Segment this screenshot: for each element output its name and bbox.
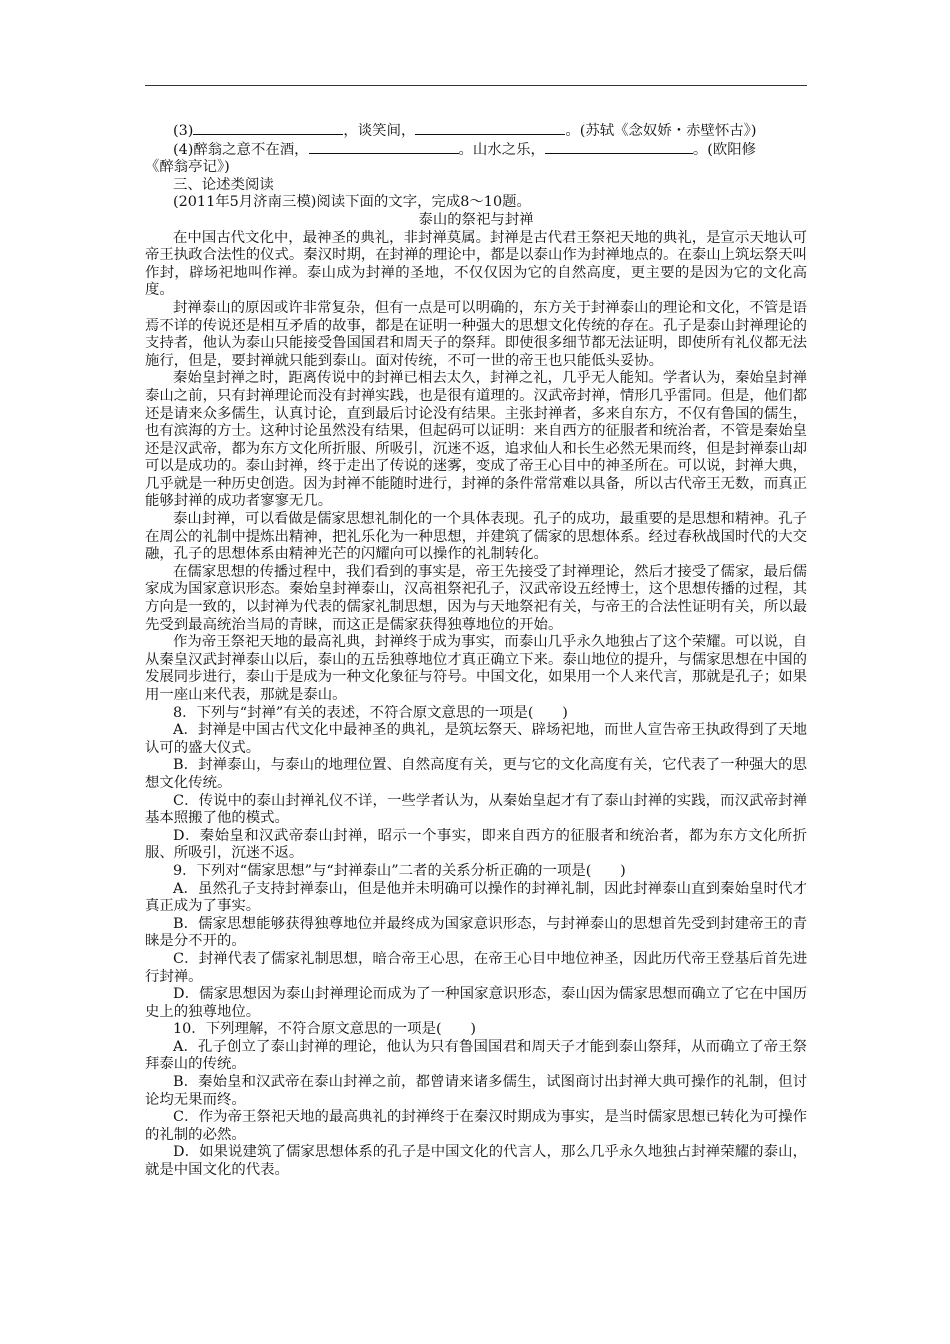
question-option[interactable]: D．秦始皇和汉武帝泰山封禅，昭示一个事实，即来自西方的征服者和统治者，都为东方文化所折服、所吸引，沉迷不返。 <box>145 827 807 862</box>
document-page <box>145 122 807 1180</box>
question-option[interactable]: C．作为帝王祭祀天地的最高典礼的封禅终于在秦汉时期成为事实，是当时儒家思想已转化为可操作的礼制的必然。 <box>145 1109 807 1143</box>
reading-intro: (2011年5月济南三模)阅读下面的文字，完成8～10题。 <box>173 194 531 211</box>
passage-paragraph: 封禅泰山的原因或许非常复杂，但有一点是可以明确的，东方关于封禅泰山的理论和文化，不管是语焉不详的传说还是相互矛盾的故事，都是在证明一种强大的思想文化传统的存在。孔子是泰山封禅理论的支持者，他认为泰山只能接受鲁国国君和周天子的祭拜。即使很多细节都无法证明，即使所有礼仪都无法施行，但是，要封禅就只能到泰山。面对传统，不可一世的帝王也只能低头妥协。 <box>145 299 807 369</box>
fill-text: 。山水之乐， <box>458 141 545 158</box>
question-option[interactable]: B．秦始皇和汉武帝在泰山封禅之前，都曾请来诸多儒生，试图商讨出封禅大典可操作的礼制，但讨论均无果而终。 <box>145 1074 807 1108</box>
fill-source: 。(苏轼《念奴娇・赤壁怀古》) <box>565 123 757 139</box>
question-option[interactable]: A．孔子创立了泰山封禅的理论，他认为只有鲁国国君和周天子才能到泰山祭拜，从而确立了帝王祭拜泰山的传统。 <box>145 1038 807 1073</box>
question-stem: 10．下列理解，不符合原文意思的一项是( ) <box>173 1021 476 1038</box>
passage-paragraph: 秦始皇封禅之时，距离传说中的封禅已相去太久，封禅之礼，几乎无人能知。学者认为，秦始皇封禅泰山之前，只有封禅理论而没有封禅实践，也是很有道理的。汉武帝封禅，情形几乎雷同。但是，他们都还是请来众多儒生，认真讨论，直到最后讨论没有结果。主张封禅者，多来自东方，不仅有鲁国的儒生，也有滨海的方士。这种讨论虽然没有结果，但起码可以证明：来自西方的征服者和统治者，不管是秦始皇还是汉武帝，都为东方文化所折服、所吸引，沉迷不返，追求仙人和长生必然无果而终，但是封禅泰山却可以是成功的。泰山封禅，终于走出了传说的迷雾，变成了帝王心目中的神圣所在。可以说，封禅大典，几乎就是一种历史创造。因为封禅不能随时进行，封禅的条件常常难以具备，所以古代帝王无数，而真正能够封禅的成功者寥寥无几。 <box>145 370 807 510</box>
question-option[interactable]: D．儒家思想因为泰山封禅理论而成为了一种国家意识形态，泰山因为儒家思想而确立了它在中国历史上的独尊地位。 <box>145 986 807 1020</box>
question-option[interactable]: C．传说中的泰山封禅礼仪不详，一些学者认为，从秦始皇起才有了泰山封禅的实践，而汉武帝封禅基本照搬了他的模式。 <box>145 792 807 827</box>
fill-text: (4)醉翁之意不在酒， <box>173 141 309 158</box>
fill-blank[interactable] <box>545 141 693 154</box>
fill-number: (3) <box>173 123 194 139</box>
question-option[interactable]: A．虽然孔子支持封禅泰山，但是他并未明确可以操作的封禅礼制，因此封禅泰山直到秦始皇时代才真正成为了事实。 <box>145 880 807 915</box>
fill-source-tail: 《醉翁亭记》) <box>145 159 230 176</box>
fill-blank[interactable] <box>193 122 343 135</box>
header-rule <box>145 85 807 86</box>
passage-paragraph: 泰山封禅，可以看做是儒家思想礼制化的一个具体表现。孔子的成功，最重要的是思想和精神。孔子在周公的礼制中提炼出精神，把礼乐化为一种思想，并建筑了儒家的思想体系。经过春秋战国时代的大交融，孔子的思想体系由精神光芒的闪耀向可以操作的礼制转化。 <box>145 511 807 563</box>
fill-line-3 <box>145 122 807 141</box>
question-option[interactable]: B．儒家思想能够获得独尊地位并最终成为国家意识形态，与封禅泰山的思想首先受到封建帝王的青睐是分不开的。 <box>145 915 807 950</box>
passage-paragraph: 在儒家思想的传播过程中，我们看到的事实是，帝王先接受了封禅理论，然后才接受了儒家，最后儒家成为国家意识形态。秦始皇封禅泰山，汉高祖祭祀孔子，汉武帝设五经博士，这个思想传播的过程，其方向是一致的，以封禅为代表的儒家礼制思想，因为与天地祭祀有关，与帝王的合法性证明有关，所以最先受到最高统治当局的青睐，而这正是儒家获得独尊地位的开始。 <box>145 563 807 633</box>
passage-paragraph: 作为帝王祭祀天地的最高礼典，封禅终于成为事实，而泰山几乎永久地独占了这个荣耀。可以说，自从秦皇汉武封禅泰山以后，泰山的五岳独尊地位才真正确立下来。泰山地位的提升，与儒家思想在中国的发展同步进行，泰山于是成为一种文化象征与符号。中国文化，如果用一个人来代言，那就是孔子；如果用一座山来代表，那就是泰山。 <box>145 634 807 703</box>
section-heading: 三、论述类阅读 <box>173 176 274 193</box>
question-stem: 9．下列对“儒家思想”与“封禅泰山”二者的关系分析正确的一项是( ) <box>173 862 626 879</box>
fill-text: ，谈笑间， <box>343 123 416 139</box>
fill-line-4 <box>145 141 807 160</box>
fill-blank[interactable] <box>415 122 565 135</box>
fill-source: 。(欧阳修 <box>692 141 757 158</box>
fill-blank[interactable] <box>309 141 459 154</box>
question-option[interactable]: B．封禅泰山，与泰山的地理位置、自然高度有关，更与它的文化高度有关，它代表了一种强大的思想文化传统。 <box>145 757 807 791</box>
question-option[interactable]: D．如果说建筑了儒家思想体系的孔子是中国文化的代言人，那么几乎永久地独占封禅荣耀的泰山，就是中国文化的代表。 <box>145 1144 807 1179</box>
passage-paragraph: 在中国古代文化中，最神圣的典礼，非封禅莫属。封禅是古代君王祭祀天地的典礼，是宣示天地认可帝王执政合法性的仪式。秦汉时期，在封禅的理论中，都是以泰山作为封禅地点的。在泰山上筑坛祭天叫作封，辟场祀地叫作禅。泰山成为封禅的圣地，不仅仅因为它的自然高度，更主要的是因为它的文化高度。 <box>145 229 807 299</box>
question-stem: 8．下列与“封禅”有关的表述，不符合原文意思的一项是( ) <box>173 704 568 721</box>
passage-title: 泰山的祭祀与封禅 <box>418 211 534 228</box>
question-option[interactable]: A．封禅是中国古代文化中最神圣的典礼，是筑坛祭天、辟场祀地，而世人宣告帝王执政得到了天地认可的盛大仪式。 <box>145 722 807 756</box>
question-option[interactable]: C．封禅代表了儒家礼制思想，暗合帝王心思，在帝王心目中地位神圣，因此历代帝王登基后首先进行封禅。 <box>145 950 807 985</box>
